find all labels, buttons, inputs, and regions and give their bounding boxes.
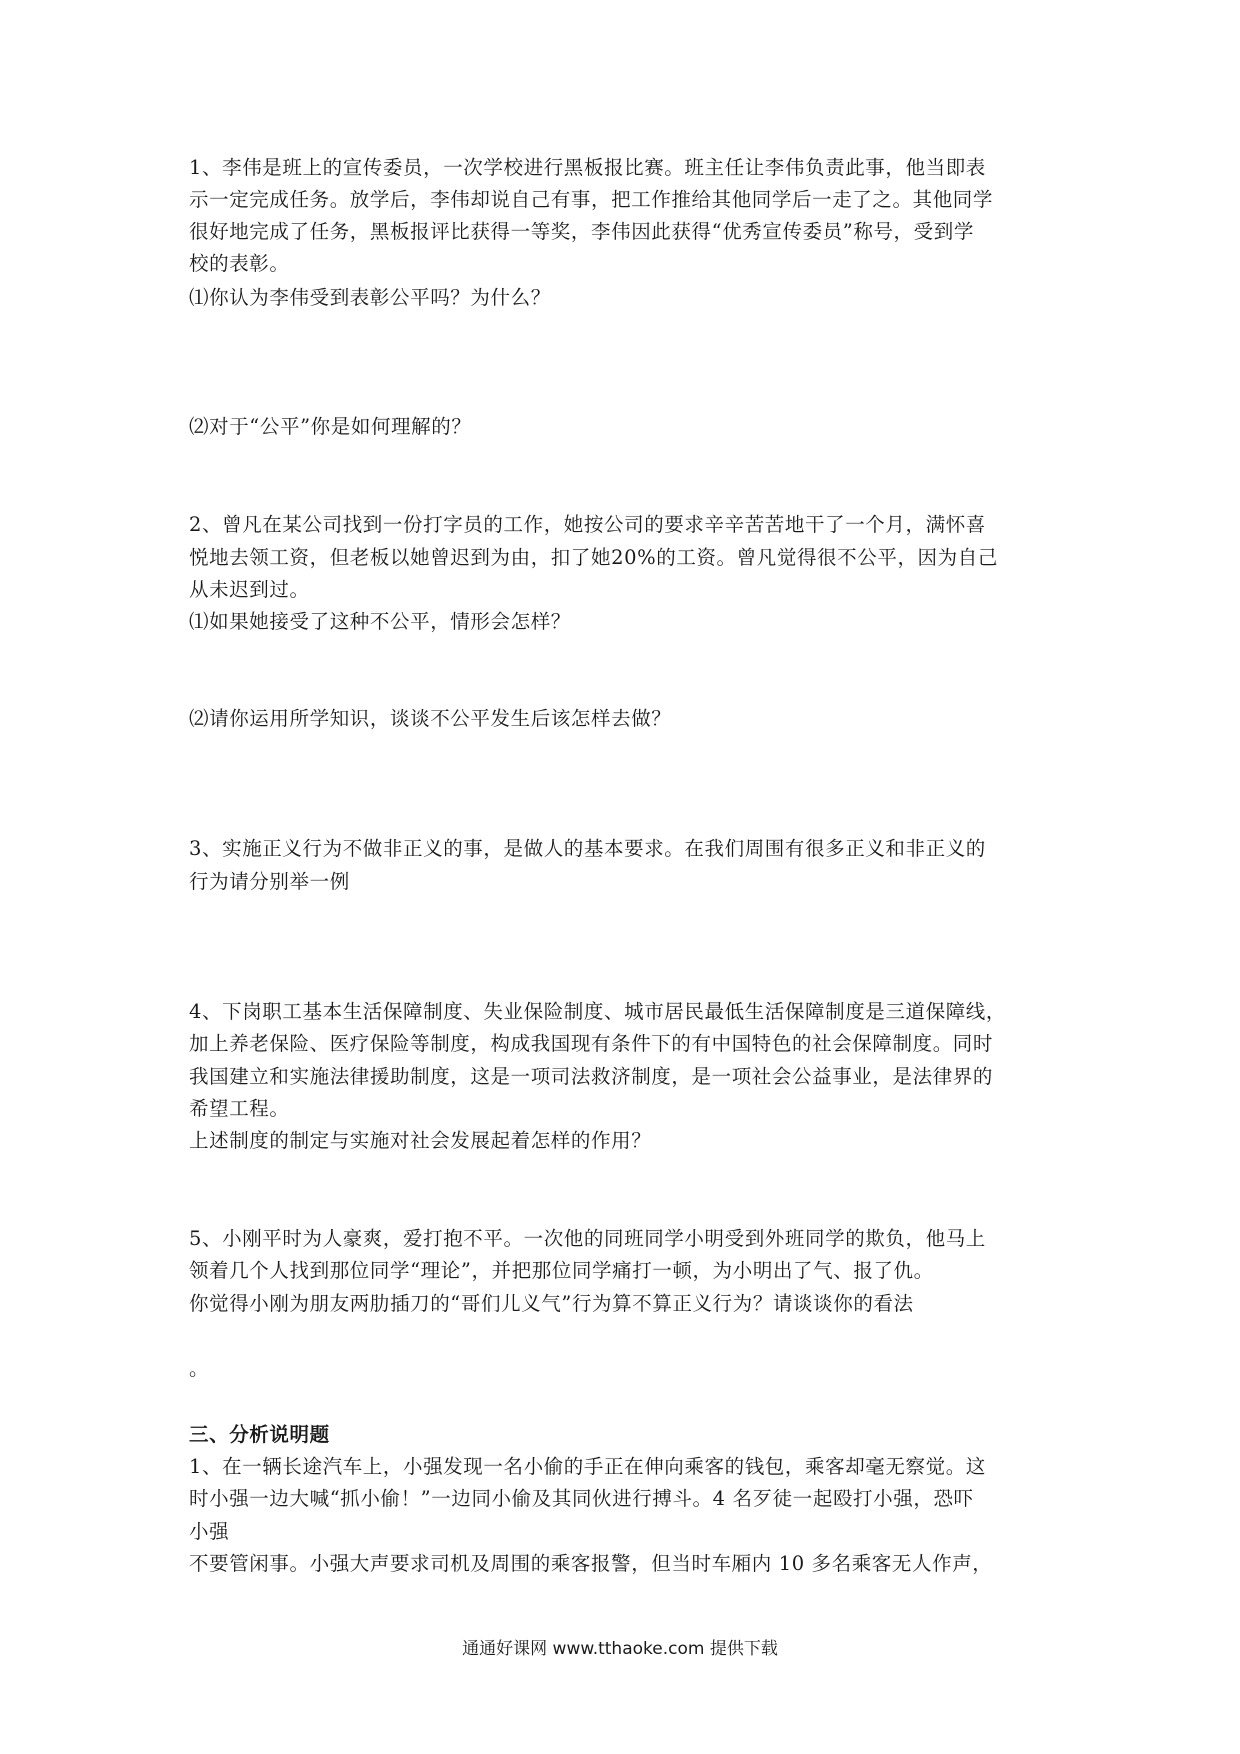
q2-line: 从未迟到过。 (189, 578, 310, 601)
q3-line: 行为请分别举一例 (189, 870, 350, 893)
q5-line: 领着几个人找到那位同学“理论”，并把那位同学痛打一顿，为小明出了气、报了仇。 (189, 1259, 934, 1282)
q4-line: 加上养老保险、医疗保险等制度，构成我国现有条件下的有中国特色的社会保障制度。同时 (189, 1032, 994, 1055)
q1-subquestion-1: ⑴你认为李伟受到表彰公平吗？为什么？ (189, 286, 551, 309)
page-footer: 通通好课网 www.tthaoke.com 提供下载 (462, 1639, 778, 1659)
q1-line: 1、李伟是班上的宣传委员，一次学校进行黑板报比赛。班主任让李伟负责此事，他当即表 (189, 156, 986, 179)
section3-line: 1、在一辆长途汽车上，小强发现一名小偷的手正在伸向乘客的钱包，乘客却毫无察觉。这 (189, 1455, 986, 1478)
q1-line: 示一定完成任务。放学后，李伟却说自己有事，把工作推给其他同学后一走了之。其他同学 (189, 188, 994, 211)
q5-line: 你觉得小刚为朋友两肋插刀的“哥们儿义气”行为算不算正义行为？请谈谈你的看法 (189, 1292, 914, 1315)
q2-line: 悦地去领工资，但老板以她曾迟到为由，扣了她20%的工资。曾凡觉得很不公平，因为自己 (189, 546, 998, 569)
section3-line: 小强 (189, 1520, 230, 1543)
q1-subquestion-2: ⑵对于“公平”你是如何理解的？ (189, 415, 472, 438)
section3-line: 不要管闲事。小强大声要求司机及周围的乘客报警，但当时车厢内 10 多名乘客无人作声， (189, 1552, 993, 1575)
q4-question: 上述制度的制定与实施对社会发展起着怎样的作用？ (189, 1129, 652, 1152)
q4-line: 希望工程。 (189, 1097, 290, 1120)
q4-line: 我国建立和实施法律援助制度，这是一项司法救济制度，是一项社会公益事业，是法律界的 (189, 1065, 994, 1088)
q1-line: 校的表彰。 (189, 252, 290, 275)
section-heading: 三、分析说明题 (189, 1423, 330, 1446)
q1-line: 很好地完成了任务，黑板报评比获得一等奖，李伟因此获得“优秀宣传委员”称号，受到学 (189, 220, 974, 243)
q5-line: 5、小刚平时为人豪爽，爱打抱不平。一次他的同班同学小明受到外班同学的欺负，他马上 (189, 1227, 986, 1250)
q2-line: 2、曾凡在某公司找到一份打字员的工作，她按公司的要求辛辛苦苦地干了一个月，满怀喜 (189, 513, 986, 536)
q3-line: 3、实施正义行为不做非正义的事，是做人的基本要求。在我们周围有很多正义和非正义的 (189, 837, 986, 860)
q2-subquestion-1: ⑴如果她接受了这种不公平，情形会怎样？ (189, 610, 571, 633)
q5-tail: 。 (189, 1357, 210, 1380)
q4-line: 4、下岗职工基本生活保障制度、失业保险制度、城市居民最低生活保障制度是三道保障线， (189, 1000, 1007, 1023)
q2-subquestion-2: ⑵请你运用所学知识，谈谈不公平发生后该怎样去做？ (189, 707, 672, 730)
section3-line: 时小强一边大喊“抓小偷！”一边同小偷及其同伙进行搏斗。4 名歹徒一起殴打小强，恐吓 (189, 1487, 974, 1510)
